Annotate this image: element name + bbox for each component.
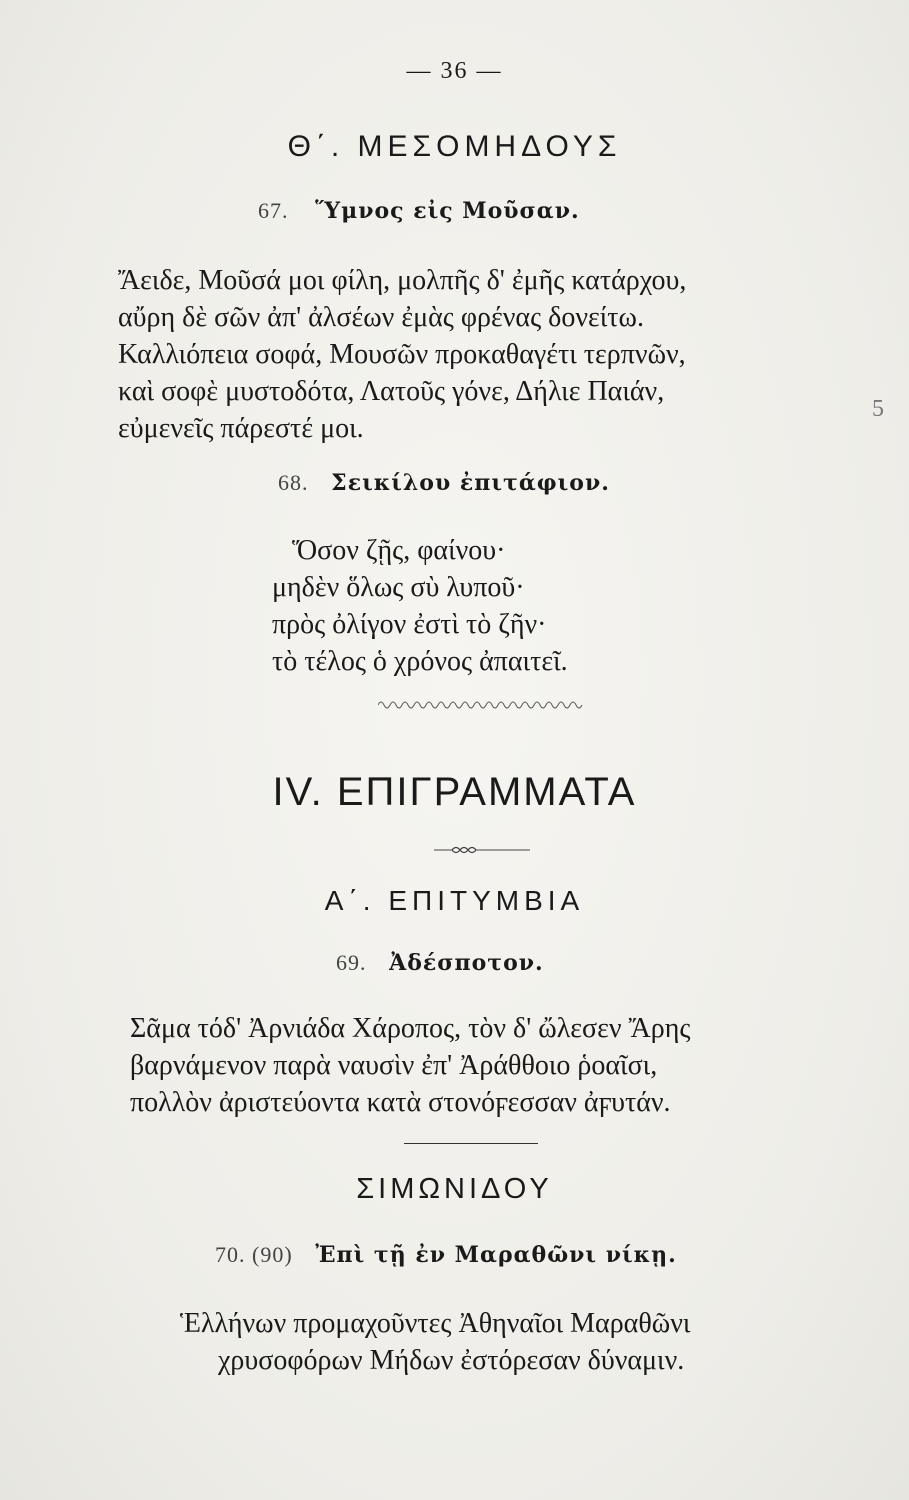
poem-68-line: Ὅσον ζῇς, φαίνου· (292, 535, 506, 566)
margin-line-number: 5 (872, 396, 884, 422)
poem-67-line: αὔρη δὲ σῶν ἀπ' ἀλσέων ἐμὰς φρένας δονείτω. (118, 302, 644, 333)
poem-67-number: 67. (258, 198, 289, 223)
poem-68-line: πρὸς ὀλίγον ἐστὶ τὸ ζῆν· (272, 609, 547, 640)
author-heading-simonides: ΣΙΜΩΝΙΔΟΥ (356, 1173, 553, 1205)
poem-69-title: Ἀδέσποτον. (389, 950, 544, 976)
wavy-divider (378, 697, 584, 717)
poem-68-line: τὸ τέλος ὁ χρόνος ἀπαιτεῖ. (272, 646, 568, 677)
subsection-heading-epitaphs: Α΄. ΕΠΙΤΥΜΒΙΑ (324, 885, 585, 916)
poem-67-line: Καλλιόπεια σοφά, Μουσῶν προκαθαγέτι τερπνῶν, (118, 339, 686, 370)
poem-67-line: Ἄειδε, Μοῦσά μοι φίλη, μολπῆς δ' ἐμῆς κατάρχου, (118, 265, 687, 296)
poem-69-line: Σᾶμα τόδ' Ἀρνιάδα Χάροπος, τὸν δ' ὤλεσεν Ἄρης (130, 1013, 691, 1044)
ornament-divider (390, 840, 530, 860)
poem-67-line: καὶ σοφὲ μυστοδότα, Λατοῦς γόνε, Δήλιε Παιάν, (118, 376, 665, 407)
poem-70-line: χρυσοφόρων Μήδων ἐστόρεσαν δύναμιν. (218, 1345, 685, 1376)
horizontal-rule (404, 1143, 538, 1144)
poem-67-title: Ὕμνος εἰς Μοῦσαν. (315, 198, 580, 224)
poem-70-line: Ἑλλήνων προμαχοῦντες Ἀθηναῖοι Μαραθῶνι (180, 1308, 691, 1339)
poem-70-number: 70. (90) (215, 1242, 293, 1267)
poem-69-number: 69. (336, 950, 367, 975)
poem-68-heading (278, 470, 610, 496)
poem-70-title: Ἐπὶ τῇ ἐν Μαραθῶνι νίκῃ. (315, 1242, 677, 1268)
poem-68-title: Σεικίλου ἐπιτάφιον. (331, 470, 610, 496)
author-heading-mesomedes: Θ΄. ΜΕΣΟΜΗΔΟΥΣ (287, 130, 622, 163)
poem-67-heading (258, 198, 580, 224)
poem-69-line: βαρνάμενον παρὰ ναυσὶν ἐπ' Ἀράθθοιο ῥοαῖσι, (130, 1050, 658, 1081)
poem-70-heading (215, 1242, 677, 1268)
poem-69-line: πολλὸν ἀριστεύοντα κατὰ στονόϝεσσαν ἀϝυτάν. (130, 1087, 671, 1118)
poem-68-number: 68. (278, 470, 309, 495)
poem-67-line: εὐμενεῖς πάρεστέ μοι. (118, 413, 364, 444)
poem-68-line: μηδὲν ὅλως σὺ λυποῦ· (272, 572, 525, 603)
poem-69-heading (336, 950, 544, 976)
section-heading-epigrams: IV. ΕΠΙΓΡΑΜΜΑΤΑ (272, 770, 637, 814)
page-number: — 36 — (406, 58, 503, 84)
